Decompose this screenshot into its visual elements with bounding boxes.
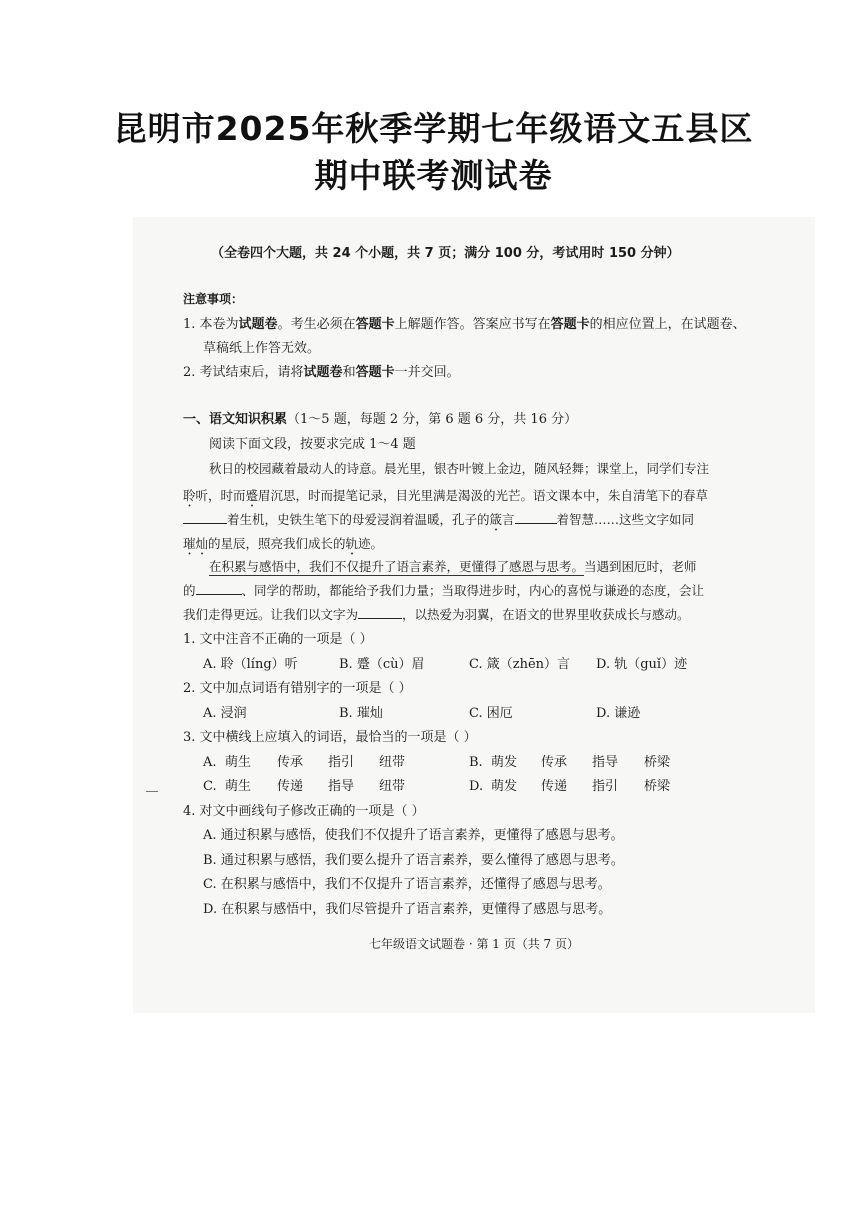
option-word: 桥梁	[644, 779, 671, 794]
option-label: B.	[469, 755, 483, 770]
passage-line-5	[209, 561, 697, 574]
marked-char: 聆	[183, 488, 196, 503]
notice-text: 的相应位置上，在试题卷、	[589, 317, 746, 332]
passage-text: ，以热爱为羽翼，在语文的世界里收获成长与感动。	[402, 607, 690, 622]
passage-text: 迹。	[358, 536, 384, 551]
question-2-option-a: A. 浸润	[203, 706, 247, 721]
question-4-option-c: C. 在积累与感悟中，我们不仅提升了语言素养，还懂得了感恩与思考。	[203, 877, 611, 892]
question-4-stem: 4. 对文中画线句子修改正确的一项是（ ）	[183, 804, 425, 819]
passage-text: 眉沉思，时而提笔记录，目光里满是渴汲的光芒。语文课本中，朱自清笔下的春草	[258, 488, 709, 503]
question-2-option-d: D. 谦逊	[596, 706, 641, 721]
passage-line-7	[183, 609, 690, 622]
marked-word: 璀灿	[183, 536, 209, 551]
exam-subtitle: （全卷四个大题，共 24 个小题，共 7 页；满分 100 分，考试用时 150 分钟）	[211, 246, 680, 261]
notice-bold-text: 试题卷	[303, 365, 343, 380]
section-heading-text: 一、语文知识积累	[183, 412, 288, 427]
option-word: 萌发	[491, 755, 518, 770]
question-1-option-b: B. 蹙（cù）眉	[339, 657, 425, 672]
option-word: 传承	[541, 755, 568, 770]
passage-line-2	[183, 488, 708, 510]
passage-text: 当遇到困厄时，老师	[584, 559, 697, 574]
marked-char: 箴	[489, 512, 503, 527]
fill-blank	[358, 617, 402, 619]
passage-text: 着生机，史铁生笔下的母爱浸润着温暖，孔子的	[227, 512, 490, 527]
fill-blank	[196, 593, 242, 595]
marked-char: 蹙	[245, 488, 259, 503]
notice-bold-text: 答题卡	[355, 365, 395, 380]
option-word: 萌发	[491, 779, 518, 794]
option-word: 萌生	[225, 755, 252, 770]
passage-text: 言	[502, 512, 515, 527]
notice-text: 2. 考试结束后，请将	[183, 365, 304, 380]
question-2-option-c: C. 困厄	[469, 706, 513, 721]
option-word: 指引	[328, 755, 355, 770]
passage-line-4	[183, 536, 383, 558]
option-word: 纽带	[379, 779, 406, 794]
notice-item-1	[183, 318, 746, 331]
option-word: 指引	[592, 779, 619, 794]
scanned-page	[133, 217, 815, 1013]
option-label: D.	[469, 779, 484, 794]
notice-item-2	[183, 366, 460, 379]
passage-text: 的	[183, 583, 196, 598]
option-word: 传递	[541, 779, 568, 794]
notice-text: 。考生必须在	[277, 317, 356, 332]
notice-item-1-line2: 草稿纸上作答无效。	[203, 341, 321, 356]
option-word: 桥梁	[644, 755, 671, 770]
notice-text: 1. 本卷为	[183, 317, 239, 332]
passage-line-3	[183, 512, 694, 534]
option-label: C.	[203, 779, 217, 794]
notice-bold-text: 试题卷	[238, 317, 278, 332]
passage-text: 的星辰，照亮我们成长的	[208, 536, 346, 551]
option-word: 指导	[328, 779, 355, 794]
question-1-option-c: C. 箴（zhēn）言	[469, 657, 571, 672]
question-4-option-d: D. 在积累与感悟中，我们尽管提升了语言素养，更懂得了感恩与思考。	[203, 902, 612, 917]
question-1-option-a: A. 聆（líng）听	[203, 657, 298, 672]
passage-text: 、同学的帮助，都能给予我们力量；当取得进步时，内心的喜悦与谦逊的态度，会让	[241, 583, 705, 598]
question-2-stem: 2. 文中加点词语有错别字的一项是（ ）	[183, 681, 412, 696]
option-word: 传递	[277, 779, 304, 794]
question-3-stem: 3. 文中横线上应填入的词语，最恰当的一项是（ ）	[183, 730, 477, 745]
underlined-sentence: 在积累与感悟中，我们不仅提升了语言素养，更懂得了感恩与思考。	[209, 559, 585, 574]
notice-bold-text: 答题卡	[355, 317, 395, 332]
option-word: 指导	[592, 755, 619, 770]
page-title-line2: 期中联考测试卷	[314, 156, 553, 195]
fill-blank	[515, 522, 557, 524]
question-1-option-d: D. 轨（guǐ）迹	[596, 657, 688, 672]
notice-heading: 注意事项：	[183, 292, 244, 306]
question-4-option-b: B. 通过积累与感悟，我们要么提升了语言素养，要么懂得了感恩与思考。	[203, 853, 624, 868]
question-4-option-a: A. 通过积累与感悟，使我们不仅提升了语言素养，更懂得了感恩与思考。	[203, 828, 624, 843]
page-footer: 七年级语文试题卷 · 第 1 页（共 7 页）	[369, 937, 579, 951]
scan-margin-mark	[146, 791, 158, 792]
section-heading-note: （1～5 题，每题 2 分，第 6 题 6 分，共 16 分）	[287, 412, 578, 427]
passage-text: 着智慧……这些文字如同	[556, 512, 695, 527]
section1-heading	[183, 413, 577, 426]
option-word: 纽带	[379, 755, 406, 770]
notice-text: 上解题作答。答案应书写在	[394, 317, 551, 332]
option-word: 萌生	[225, 779, 252, 794]
option-word: 传承	[277, 755, 304, 770]
notice-bold-text: 答题卡	[550, 317, 590, 332]
marked-char: 轨	[345, 536, 359, 551]
notice-text: 一并交回。	[394, 365, 460, 380]
fill-blank	[183, 522, 227, 524]
passage-text: 听，时而	[195, 488, 246, 503]
notice-text: 和	[342, 365, 356, 380]
option-label: A.	[203, 755, 217, 770]
section1-instruction: 阅读下面文段，按要求完成 1～4 题	[209, 437, 416, 452]
passage-line-1: 秋日的校园藏着最动人的诗意。晨光里，银杏叶镀上金边，随风轻舞；课堂上，同学们专注	[209, 461, 710, 476]
page-title-line1: 昆明市2025年秋季学期七年级语文五县区	[113, 109, 754, 148]
passage-line-6	[183, 585, 704, 598]
question-1-stem: 1. 文中注音不正确的一项是（ ）	[183, 632, 373, 647]
question-2-option-b: B. 璀灿	[339, 706, 383, 721]
passage-text: 我们走得更远。让我们以文字为	[183, 607, 359, 622]
